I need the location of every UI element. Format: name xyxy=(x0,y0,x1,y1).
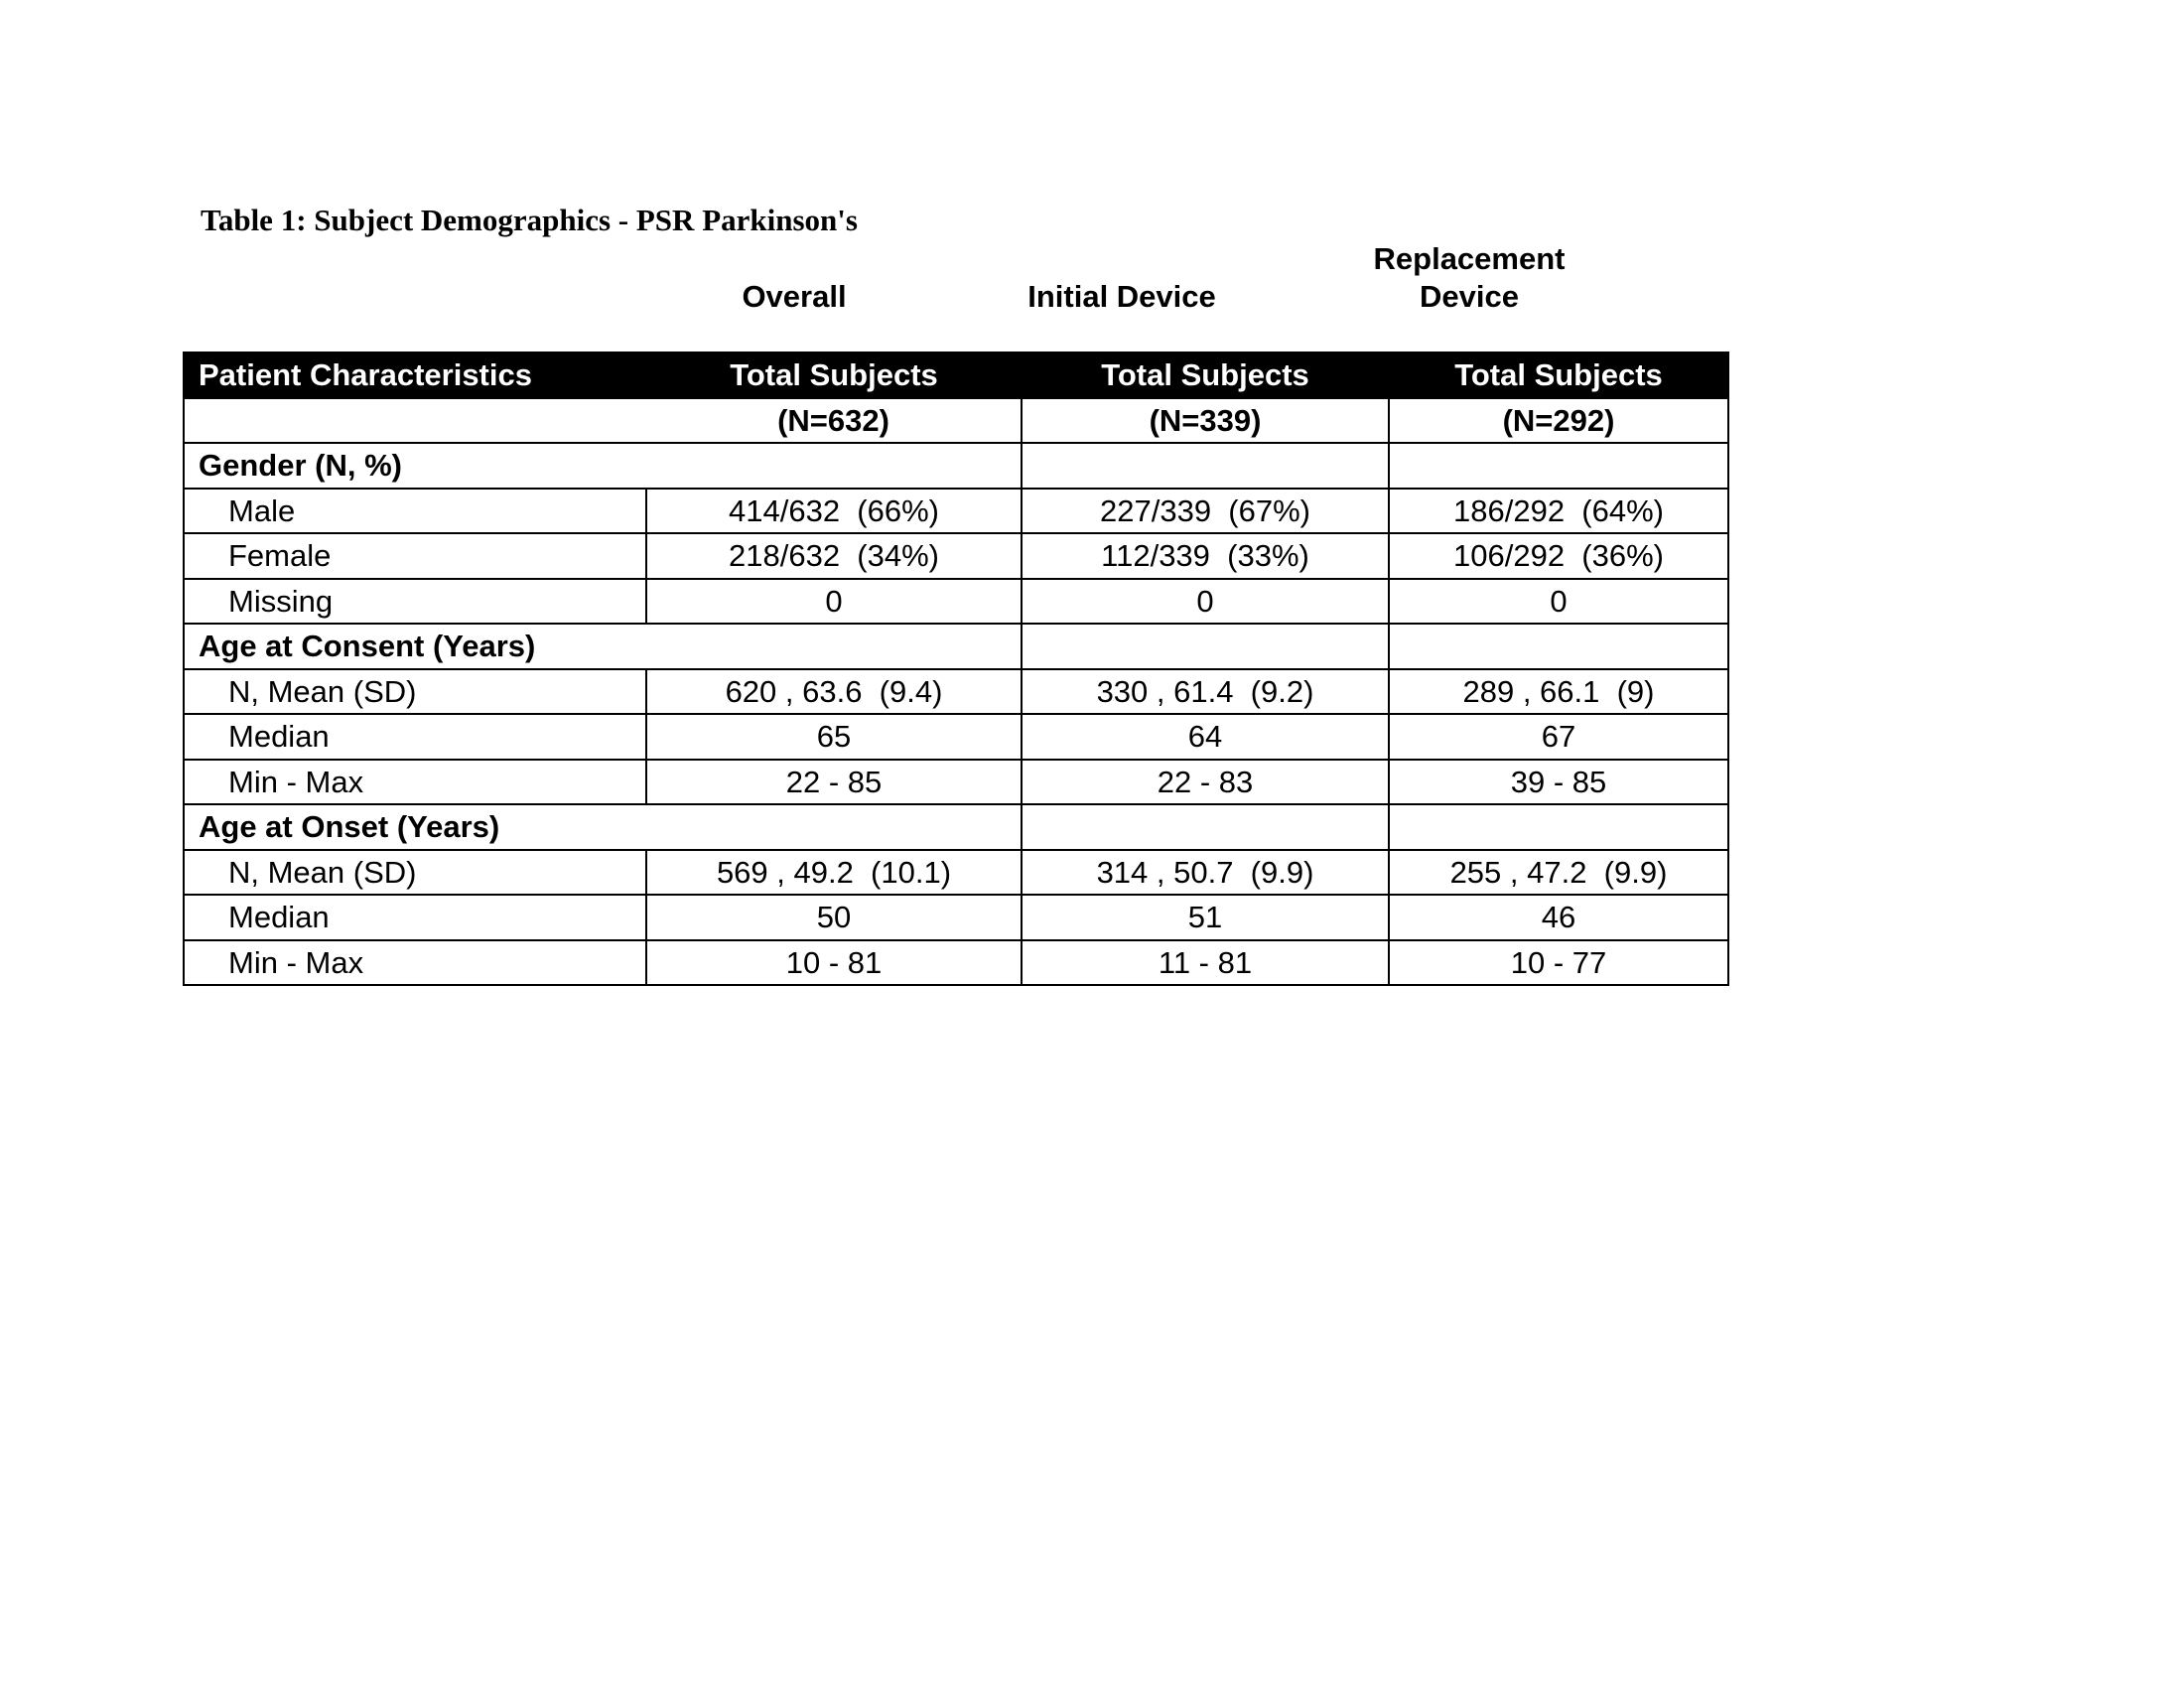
cell-initial: 0 xyxy=(1022,579,1389,625)
table-header-row xyxy=(184,352,1728,398)
n-count-row xyxy=(184,398,1728,444)
cell-initial: 227/339 (67%) xyxy=(1022,489,1389,534)
table-row xyxy=(184,579,1728,625)
header-overall-total: Total Subjects xyxy=(646,352,1022,398)
group-header-replacement-device xyxy=(1300,240,1638,316)
table-row xyxy=(184,895,1728,940)
section-title: Gender (N, %) xyxy=(184,443,646,489)
n-count-replacement: (N=292) xyxy=(1389,398,1728,444)
section-title: Age at Consent (Years) xyxy=(184,624,646,669)
section-empty-cell xyxy=(1389,804,1728,850)
cell-replacement: 289 , 66.1 (9) xyxy=(1389,669,1728,715)
section-empty-cell xyxy=(646,443,1022,489)
section-empty-cell xyxy=(1022,443,1389,489)
cell-initial: 11 - 81 xyxy=(1022,940,1389,986)
section-empty-cell xyxy=(1389,443,1728,489)
table-row xyxy=(184,940,1728,986)
cell-overall: 50 xyxy=(646,895,1022,940)
cell-overall: 65 xyxy=(646,714,1022,760)
cell-replacement: 10 - 77 xyxy=(1389,940,1728,986)
section-row-age-at-consent xyxy=(184,624,1728,669)
n-count-initial: (N=339) xyxy=(1022,398,1389,444)
section-title: Age at Onset (Years) xyxy=(184,804,646,850)
cell-initial: 64 xyxy=(1022,714,1389,760)
cell-initial: 51 xyxy=(1022,895,1389,940)
cell-initial: 112/339 (33%) xyxy=(1022,533,1389,579)
row-label: Min - Max xyxy=(184,940,646,986)
row-label: Female xyxy=(184,533,646,579)
section-empty-cell xyxy=(1022,624,1389,669)
row-label: Male xyxy=(184,489,646,534)
table-body xyxy=(184,398,1728,986)
table-title: Table 1: Subject Demographics - PSR Parkinson's xyxy=(201,203,858,237)
row-label: Min - Max xyxy=(184,760,646,805)
row-label: N, Mean (SD) xyxy=(184,850,646,896)
header-initial-total: Total Subjects xyxy=(1022,352,1389,398)
n-count-label-cell xyxy=(184,398,646,444)
cell-replacement: 39 - 85 xyxy=(1389,760,1728,805)
section-row-age-at-onset xyxy=(184,804,1728,850)
cell-replacement: 0 xyxy=(1389,579,1728,625)
cell-overall: 22 - 85 xyxy=(646,760,1022,805)
section-empty-cell xyxy=(1389,624,1728,669)
cell-overall: 620 , 63.6 (9.4) xyxy=(646,669,1022,715)
group-header-replacement-line1: Replacement xyxy=(1373,241,1566,276)
table-row xyxy=(184,714,1728,760)
cell-replacement: 67 xyxy=(1389,714,1728,760)
section-row-gender xyxy=(184,443,1728,489)
cell-overall: 218/632 (34%) xyxy=(646,533,1022,579)
header-patient-characteristics: Patient Characteristics xyxy=(184,352,646,398)
cell-overall: 0 xyxy=(646,579,1022,625)
cell-overall: 10 - 81 xyxy=(646,940,1022,986)
group-header-initial-device: Initial Device xyxy=(1027,279,1216,314)
cell-overall: 569 , 49.2 (10.1) xyxy=(646,850,1022,896)
table-row xyxy=(184,850,1728,896)
cell-replacement: 255 , 47.2 (9.9) xyxy=(1389,850,1728,896)
cell-initial: 22 - 83 xyxy=(1022,760,1389,805)
cell-replacement: 106/292 (36%) xyxy=(1389,533,1728,579)
cell-initial: 330 , 61.4 (9.2) xyxy=(1022,669,1389,715)
n-count-overall: (N=632) xyxy=(646,398,1022,444)
cell-replacement: 186/292 (64%) xyxy=(1389,489,1728,534)
cell-replacement: 46 xyxy=(1389,895,1728,940)
row-label: Missing xyxy=(184,579,646,625)
row-label: Median xyxy=(184,714,646,760)
table-row xyxy=(184,669,1728,715)
row-label: Median xyxy=(184,895,646,940)
table-row xyxy=(184,533,1728,579)
group-header-replacement-line2: Device xyxy=(1420,279,1519,314)
table-row xyxy=(184,489,1728,534)
row-label: N, Mean (SD) xyxy=(184,669,646,715)
section-empty-cell xyxy=(1022,804,1389,850)
section-empty-cell xyxy=(646,804,1022,850)
demographics-table xyxy=(183,352,1729,986)
section-empty-cell xyxy=(646,624,1022,669)
table-row xyxy=(184,760,1728,805)
cell-overall: 414/632 (66%) xyxy=(646,489,1022,534)
cell-initial: 314 , 50.7 (9.9) xyxy=(1022,850,1389,896)
group-header-overall: Overall xyxy=(742,279,847,314)
header-replacement-total: Total Subjects xyxy=(1389,352,1728,398)
